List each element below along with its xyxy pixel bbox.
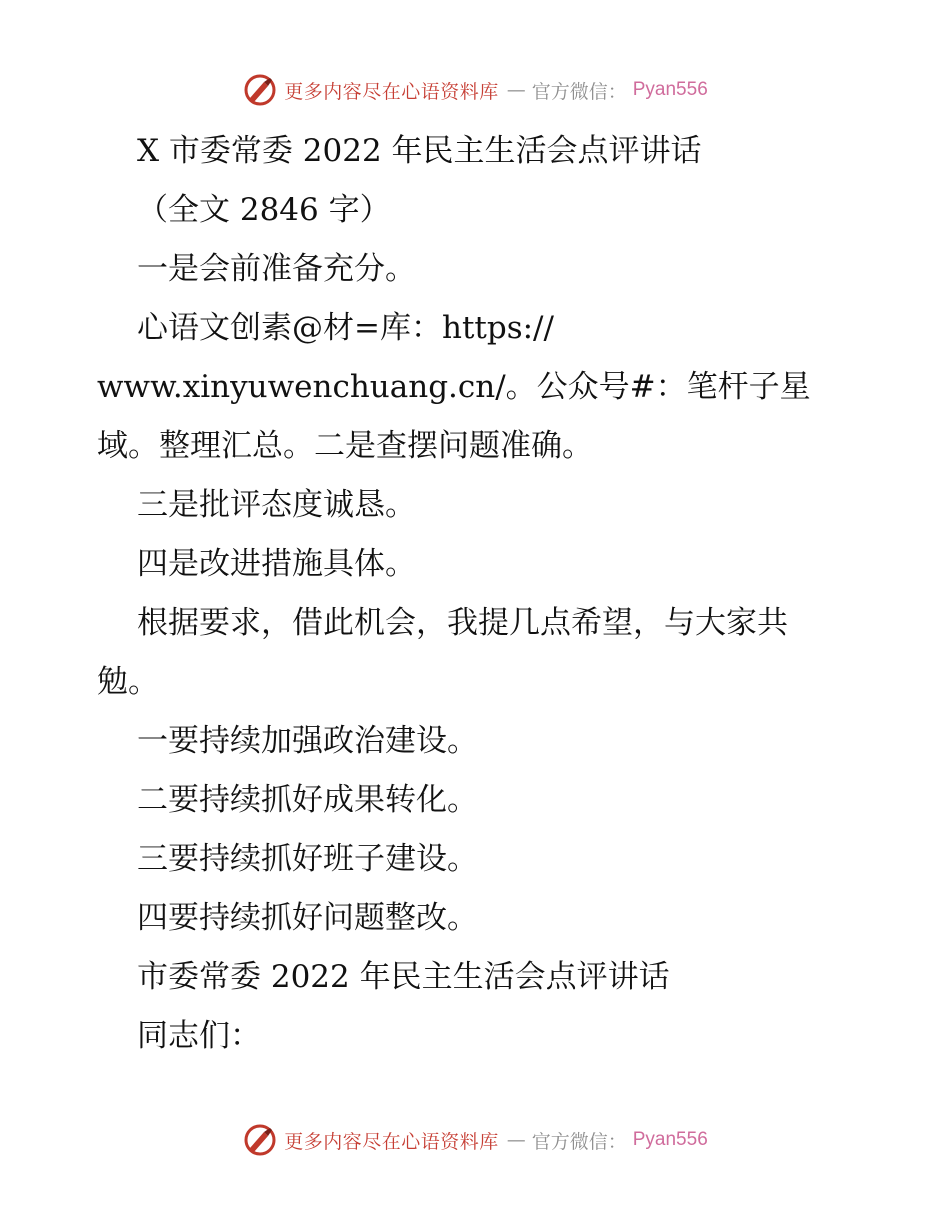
paragraph-10: 市委常委 2022 年民主生活会点评讲话: [137, 959, 670, 995]
paragraph-2-line-2: www.xinyuwenchuang.cn/。公众号#：笔杆子星: [97, 369, 811, 405]
paragraph-5-line-2: 勉。: [97, 664, 159, 700]
paragraph-4: 四是改进措施具体。: [137, 546, 416, 582]
paragraph-11: 同志们：: [137, 1018, 261, 1054]
document-subtitle: （全文 2846 字）: [137, 192, 391, 228]
document-title: X 市委常委 2022 年民主生活会点评讲话: [137, 133, 702, 169]
watermark-text: 更多内容尽在心语资料库: [284, 1130, 499, 1153]
document-body: [97, 122, 857, 1066]
pen-logo-icon: [242, 1122, 278, 1158]
paragraph-2-line-3: 域。整理汇总。二是查摆问题准确。: [97, 428, 593, 464]
paragraph-2-line-1: 心语文创素@材=库：https://: [137, 310, 554, 346]
paragraph-6: 一要持续加强政治建设。: [137, 723, 478, 759]
header-watermark: [0, 72, 950, 108]
paragraph-5-cont: [97, 653, 857, 712]
watermark-text: 更多内容尽在心语资料库: [284, 80, 499, 103]
paragraph-1: 一是会前准备充分。: [137, 251, 416, 287]
paragraph-2: [97, 299, 857, 358]
paragraph-8: 三要持续抓好班子建设。: [137, 841, 478, 877]
watermark-separator: —: [506, 1129, 526, 1151]
watermark-separator: —: [506, 79, 526, 101]
paragraph-3: 三是批评态度诚恳。: [137, 487, 416, 523]
paragraph-5: [97, 594, 857, 653]
watermark-wechat-label: 官方微信：: [531, 80, 627, 103]
footer-watermark: [0, 1122, 950, 1158]
paragraph-9: 四要持续抓好问题整改。: [137, 900, 478, 936]
paragraph-5-line-1: 根据要求，借此机会，我提几点希望，与大家共: [137, 605, 788, 641]
watermark-wechat-id: Pyan556: [632, 79, 708, 100]
paragraph-7: 二要持续抓好成果转化。: [137, 782, 478, 818]
paragraph-2-cont: [97, 358, 857, 476]
pen-logo-icon: [242, 72, 278, 108]
watermark-wechat-label: 官方微信：: [531, 1130, 627, 1153]
watermark-wechat-id: Pyan556: [632, 1129, 708, 1150]
